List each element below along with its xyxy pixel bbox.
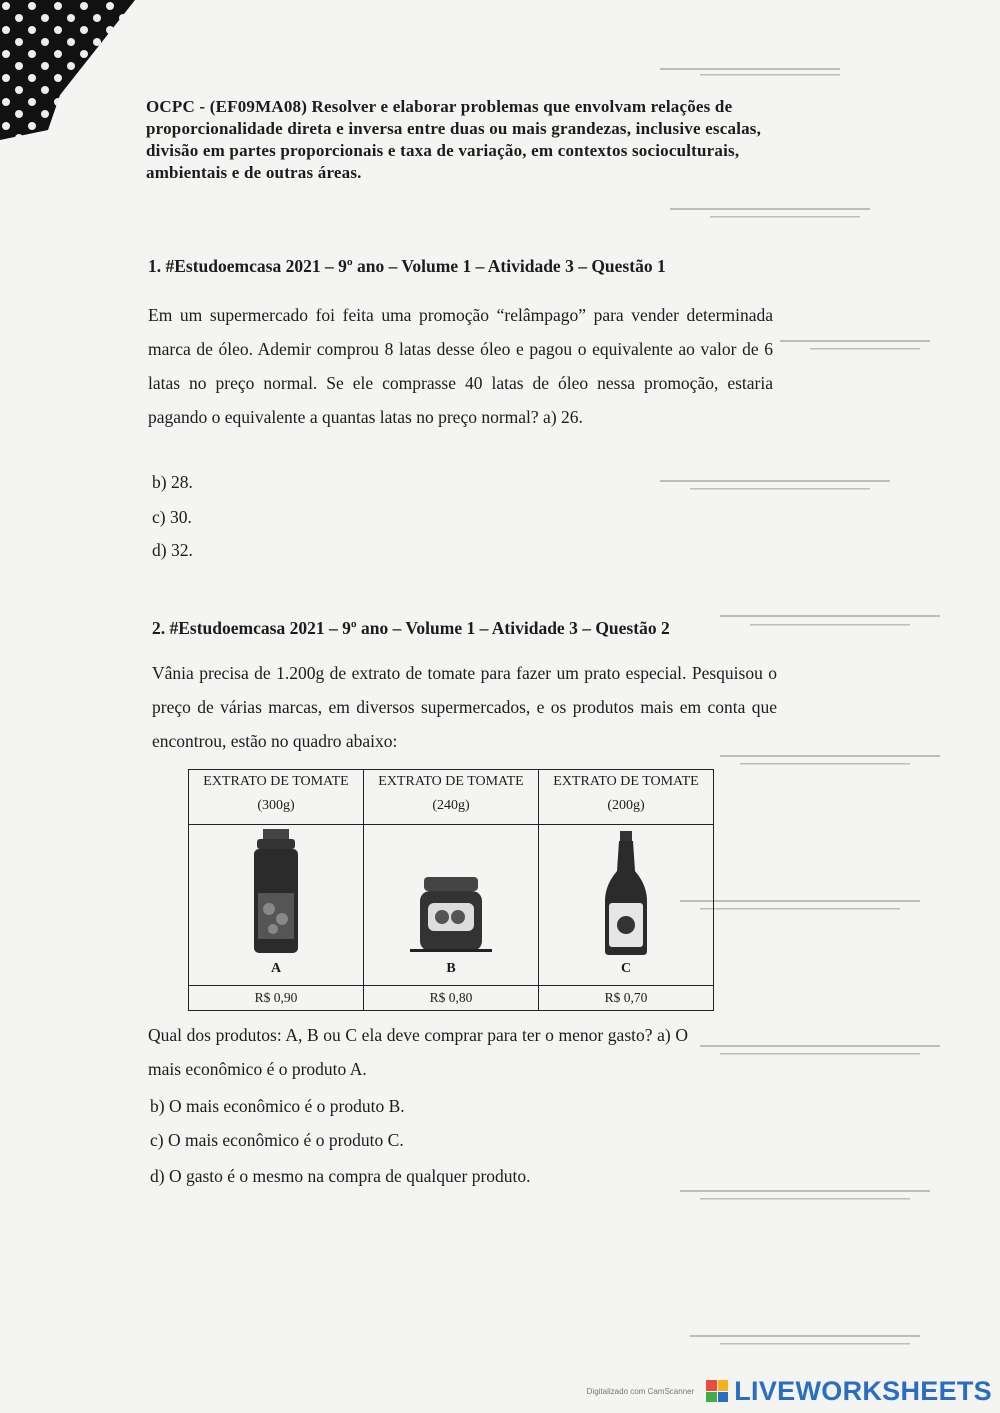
question-1-title: 1. #Estudoemcasa 2021 – 9º ano – Volume 1 – Atividade 3 – Questão 1 [148, 256, 666, 276]
product-b-name: EXTRATO DE TOMATE [378, 774, 524, 789]
question-1-option-c: c) 30. [152, 507, 192, 527]
product-a-price: R$ 0,90 [189, 986, 364, 1011]
polka-dot-corner [0, 0, 170, 140]
product-b-header [364, 770, 539, 825]
product-b-weight: (240g) [432, 798, 470, 813]
product-a-name: EXTRATO DE TOMATE [203, 774, 349, 789]
product-b-price: R$ 0,80 [364, 986, 539, 1011]
product-c-weight: (200g) [607, 798, 645, 813]
short-jar-icon [410, 873, 492, 955]
question-2-prompt: Qual dos produtos: A, B ou C ela deve comprar para ter o menor gasto? a) O mais econômico é o produto A. [148, 1025, 688, 1079]
question-2-option-c: c) O mais econômico é o produto C. [150, 1130, 404, 1150]
product-table [188, 769, 714, 1011]
question-1-option-d: d) 32. [152, 540, 193, 560]
question-2-text: Vânia precisa de 1.200g de extrato de tomate para fazer um prato especial. Pesquisou o preço de várias marcas, em diversos supermercados, e os produtos mais em conta que encontrou, estão no quadro abaixo: [152, 663, 777, 751]
product-c-price: R$ 0,70 [539, 986, 714, 1011]
product-a-image-cell [189, 825, 364, 986]
product-a-weight: (300g) [257, 798, 295, 813]
tall-jar-icon [251, 829, 301, 955]
question-1-text: Em um supermercado foi feita uma promoção “relâmpago” para vender determinada marca de óleo. Ademir comprou 8 latas desse óleo e pagou o equivalente ao valor de 6 latas no preço normal. Se ele comprasse 40 latas de óleo nessa promoção, estaria pagando o equivalente a quantas latas no preço normal? a) 26. [148, 305, 773, 427]
product-b-image-cell [364, 825, 539, 986]
liveworksheets-watermark [587, 1377, 992, 1405]
liveworksheets-logo-icon [706, 1380, 728, 1402]
liveworksheets-logo-text: LIVEWORKSHEETS [734, 1375, 992, 1406]
product-c-label: C [620, 961, 632, 976]
product-c-name: EXTRATO DE TOMATE [553, 774, 699, 789]
question-2-title: 2. #Estudoemcasa 2021 – 9º ano – Volume 1 – Atividade 3 – Questão 2 [152, 618, 670, 638]
product-c-header [539, 770, 714, 825]
product-a-header [189, 770, 364, 825]
product-c-image-cell [539, 825, 714, 986]
scanner-caption: Digitalizado com CamScanner [586, 1386, 695, 1396]
product-a-label: A [270, 961, 282, 976]
product-b-label: B [446, 961, 456, 976]
question-2-option-b: b) O mais econômico é o produto B. [150, 1096, 405, 1116]
ketchup-bottle-icon [603, 831, 649, 955]
question-1-option-b: b) 28. [152, 472, 193, 492]
question-2-option-d: d) O gasto é o mesmo na compra de qualquer produto. [150, 1166, 531, 1186]
skill-header: OCPC - (EF09MA08) Resolver e elaborar problemas que envolvam relações de proporcionalidade direta e inversa entre duas ou mais grandezas, inclusive escalas, divisão em partes proporcionais e taxa de variação, em contextos socioculturais, ambientais e de outras áreas. [146, 97, 762, 182]
